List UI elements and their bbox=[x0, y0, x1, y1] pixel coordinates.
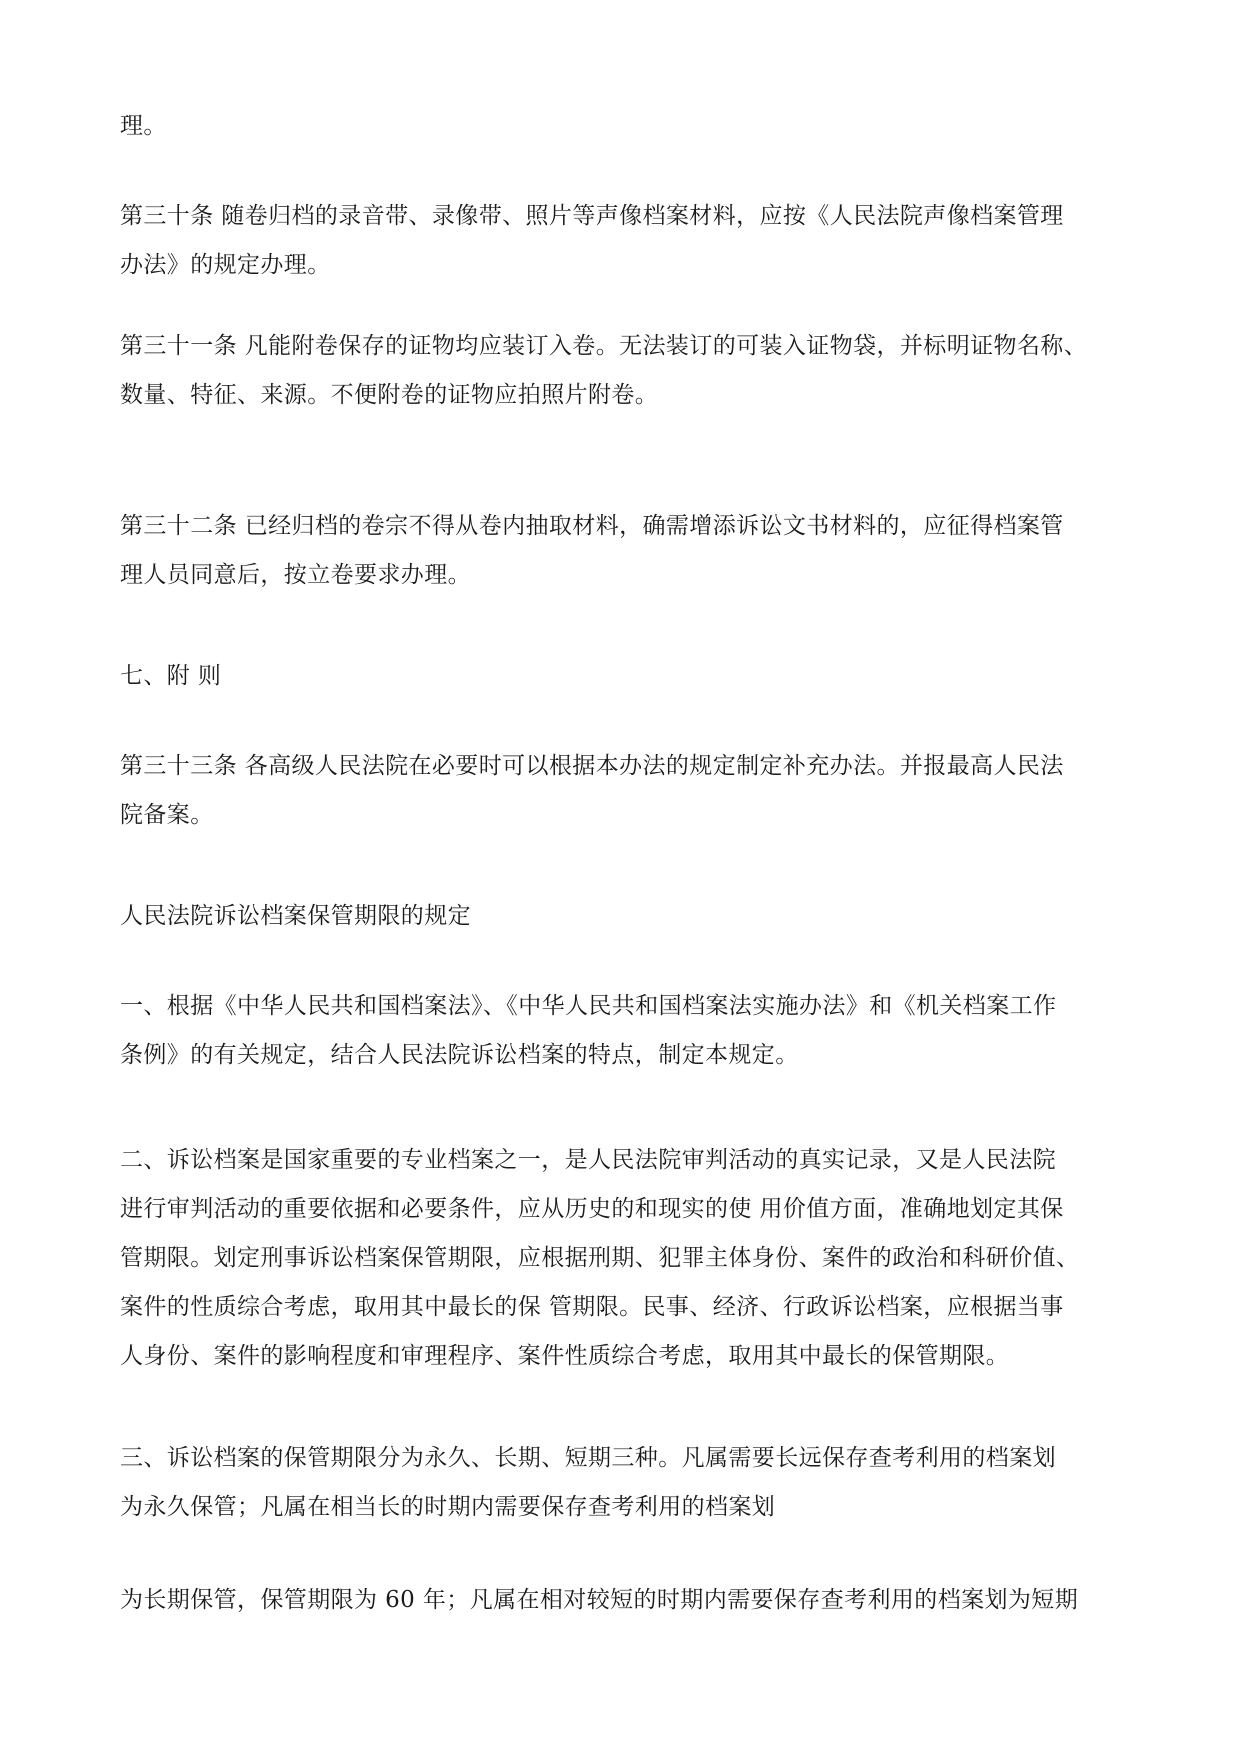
text-line: 理。 bbox=[120, 113, 167, 139]
text-line: 管期限。划定刑事诉讼档案保管期限，应根据刑期、犯罪主体身份、案件的政治和科研价值、 bbox=[120, 1245, 1080, 1271]
text-line: 人民法院诉讼档案保管期限的规定 bbox=[120, 903, 471, 929]
text-line: 一、根据《中华人民共和国档案法》、《中华人民共和国档案法实施办法》和《机关档案工作 bbox=[120, 993, 1057, 1019]
text-line: 条例》的有关规定，结合人民法院诉讼档案的特点，制定本规定。 bbox=[120, 1042, 799, 1068]
regulation-title bbox=[120, 892, 1128, 941]
text-line: 七、附 则 bbox=[120, 663, 222, 689]
text-line: 办法》的规定办理。 bbox=[120, 252, 331, 278]
text-line: 案件的性质综合考虑，取用其中最长的保 管期限。民事、经济、行政诉讼档案，应根据当事 bbox=[120, 1294, 1064, 1320]
text-line: 为永久保管；凡属在相当长的时期内需要保存查考利用的档案划 bbox=[120, 1494, 776, 1520]
text-line: 进行审判活动的重要依据和必要条件，应从历史的和现实的使 用价值方面，准确地划定其保 bbox=[120, 1196, 1064, 1222]
paragraph-article-33 bbox=[120, 742, 1128, 840]
paragraph-item-1 bbox=[120, 982, 1128, 1080]
text-line: 数量、特征、来源。不便附卷的证物应拍照片附卷。 bbox=[120, 382, 659, 408]
section-heading-supplementary bbox=[120, 652, 1128, 701]
paragraph-continuation bbox=[120, 102, 1128, 151]
paragraph-article-31 bbox=[120, 322, 1128, 420]
text-line: 为长期保管，保管期限为 60 年；凡属在相对较短的时期内需要保存查考利用的档案划为短期 bbox=[120, 1587, 1079, 1613]
text-line: 第三十一条 凡能附卷保存的证物均应装订入卷。无法装订的可装入证物袋，并标明证物名称、 bbox=[120, 333, 1088, 359]
paragraph-item-3 bbox=[120, 1434, 1128, 1532]
text-line: 人身份、案件的影响程度和审理程序、案件性质综合考虑，取用其中最长的保管期限。 bbox=[120, 1343, 1010, 1369]
paragraph-item-2 bbox=[120, 1136, 1128, 1381]
paragraph-item-3-continued bbox=[120, 1576, 1128, 1625]
text-line: 院备案。 bbox=[120, 802, 214, 828]
text-line: 三、诉讼档案的保管期限分为永久、长期、短期三种。凡属需要长远保存查考利用的档案划 bbox=[120, 1445, 1056, 1471]
text-line: 理人员同意后，按立卷要求办理。 bbox=[120, 562, 471, 588]
text-line: 第三十条 随卷归档的录音带、录像带、照片等声像档案材料，应按《人民法院声像档案管理 bbox=[120, 203, 1064, 229]
text-line: 二、诉讼档案是国家重要的专业档案之一，是人民法院审判活动的真实记录，又是人民法院 bbox=[120, 1147, 1056, 1173]
text-line: 第三十二条 已经归档的卷宗不得从卷内抽取材料，确需增添诉讼文书材料的，应征得档案管 bbox=[120, 513, 1064, 539]
paragraph-article-30 bbox=[120, 192, 1128, 290]
text-line: 第三十三条 各高级人民法院在必要时可以根据本办法的规定制定补充办法。并报最高人民法 bbox=[120, 753, 1064, 779]
paragraph-article-32 bbox=[120, 502, 1128, 600]
